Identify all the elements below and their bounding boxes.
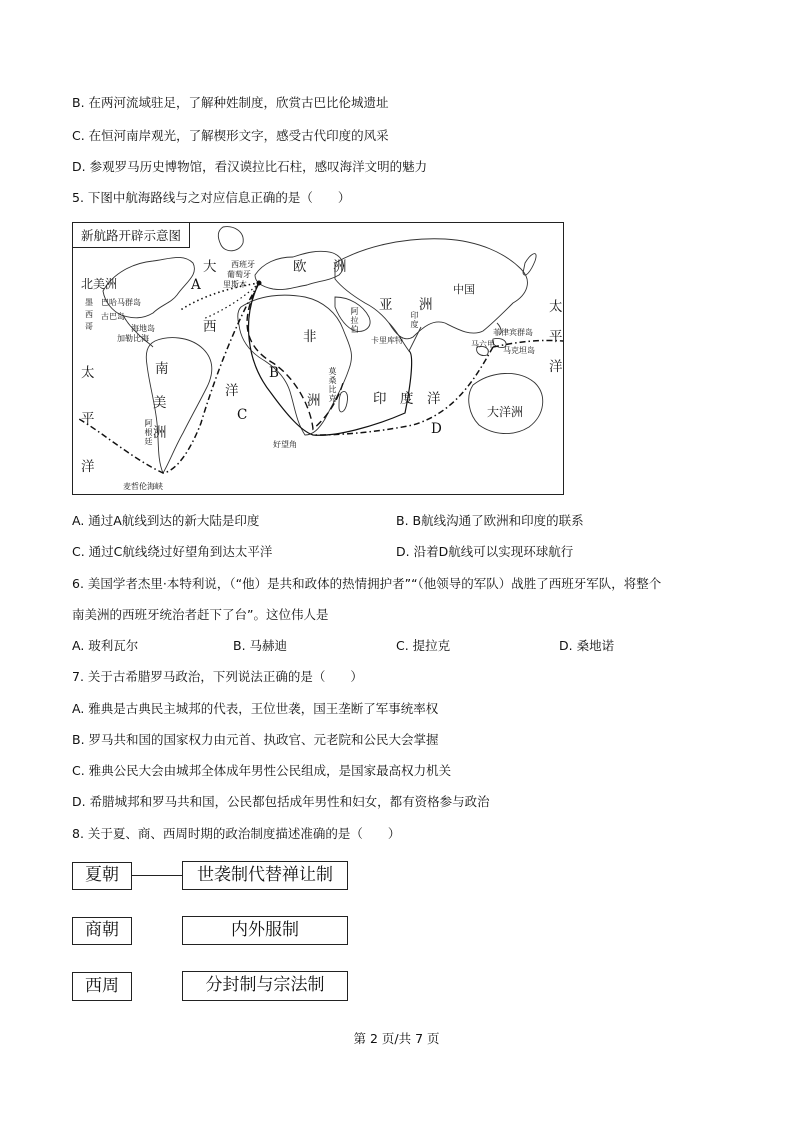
map-label-pacific-w-1: 太 [81, 365, 95, 381]
map-label-india: 印度 [410, 311, 419, 329]
map-label-north-america: 北美洲 [81, 277, 118, 291]
map-title: 新航路开辟示意图 [73, 223, 190, 248]
map-label-mexico-2: 西 [85, 310, 93, 319]
q5-stem: 5. 下图中航海路线与之对应信息正确的是（ ） [72, 190, 351, 205]
map-label-pacific-e-2: 平 [549, 329, 563, 345]
map-label-south-america-3: 洲 [153, 425, 167, 441]
map-label-south-america-2: 美 [153, 395, 167, 411]
map-label-mexico-3: 哥 [85, 322, 93, 331]
map-label-asia-1: 亚 [379, 297, 393, 313]
map-route-b: B [269, 365, 279, 381]
q5-option-a: A. 通过A航线到达的新大陆是印度 [72, 513, 260, 528]
map-label-portugal: 葡萄牙 [227, 270, 251, 279]
map-label-hispaniola: 海地岛 [131, 324, 155, 333]
map-route-a: A [191, 277, 201, 293]
map-label-ouzhou-2: 洲 [333, 259, 347, 275]
map-label-magellan-strait: 麦哲伦海峡 [123, 482, 163, 491]
map-label-south-america-1: 南 [155, 361, 169, 377]
map-label-atlantic-yang: 洋 [225, 383, 239, 399]
q7-option-d: D. 希腊城邦和罗马共和国，公民都包括成年男性和妇女，都有资格参与政治 [72, 794, 490, 809]
map-label-da: 大 [203, 259, 217, 275]
q4-option-d: D. 参观罗马历史博物馆，看汉谟拉比石柱，感叹海洋文明的魅力 [72, 159, 428, 174]
q7-option-b: B. 罗马共和国的国家权力由元首、执政官、元老院和公民大会掌握 [72, 732, 439, 747]
q6-option-a: A. 玻利瓦尔 [72, 638, 139, 653]
map-route-c: C [237, 407, 248, 423]
q8-system-western-zhou: 分封制与宗法制 [182, 971, 348, 1001]
map-label-pacific-w-3: 洋 [81, 459, 95, 475]
map-label-africa-zhou: 洲 [307, 393, 321, 409]
q8-dynasty-xia: 夏朝 [72, 862, 132, 890]
map-label-bahamas: 巴哈马群岛 [101, 298, 141, 307]
map-label-oceania: 大洋洲 [487, 405, 524, 419]
q6-option-d: D. 桑地诺 [559, 638, 615, 653]
map-label-pacific-e-1: 太 [549, 299, 563, 315]
map-label-mactan: 马克坦岛 [503, 346, 535, 355]
map-label-calicut: 卡里库特 [371, 336, 403, 345]
map-label-arabia: 阿拉伯 [350, 307, 359, 334]
map-label-cuba: 古巴岛 [101, 312, 125, 321]
q5-option-d: D. 沿着D航线可以实现环球航行 [396, 544, 574, 559]
q4-option-b: B. 在两河流域驻足，了解种姓制度，欣赏古巴比伦城遗址 [72, 95, 389, 110]
map-label-spain: 西班牙 [231, 260, 255, 269]
q8-stem: 8. 关于夏、商、西周时期的政治制度描述准确的是（ ） [72, 826, 401, 841]
map-label-asia-2: 洲 [419, 297, 433, 313]
q8-system-xia: 世袭制代替禅让制 [182, 861, 348, 890]
map-label-pacific-e-3: 洋 [549, 359, 563, 375]
q8-system-shang: 内外服制 [182, 916, 348, 945]
q6-stem-line-2: 南美洲的西班牙统治者赶下了台”。这位伟人是 [72, 607, 329, 622]
new-sea-route-map [72, 222, 564, 495]
map-label-malacca: 马六甲 [471, 340, 495, 349]
map-label-africa: 非 [303, 329, 317, 345]
q6-option-c: C. 提拉克 [396, 638, 451, 653]
map-label-mozambique: 莫桑比克 [328, 367, 337, 403]
map-label-lisbon: 里斯本 [223, 280, 247, 289]
map-label-atlantic-xi: 西 [203, 319, 217, 335]
q4-option-c: C. 在恒河南岸观光，了解楔形文字，感受古代印度的风采 [72, 128, 389, 143]
map-label-caribbean: 加勒比海 [117, 334, 149, 343]
map-route-d: D [431, 421, 442, 437]
page-footer: 第 2 页/共 7 页 [353, 1031, 440, 1046]
q5-option-c: C. 通过C航线绕过好望角到达太平洋 [72, 544, 273, 559]
map-label-argentina: 阿根廷 [144, 419, 153, 446]
map-label-indian-ocean: 印 度 洋 [373, 391, 441, 407]
map-graphic [73, 223, 564, 495]
map-label-china: 中国 [453, 283, 475, 296]
q8-dynasty-western-zhou: 西周 [72, 972, 132, 1001]
q6-option-b: B. 马赫迪 [233, 638, 288, 653]
map-label-ouzhou-1: 欧 [293, 259, 307, 275]
map-label-pacific-w-2: 平 [81, 411, 95, 427]
q8-dynasty-shang: 商朝 [72, 917, 132, 945]
q7-option-c: C. 雅典公民大会由城邦全体成年男性公民组成，是国家最高权力机关 [72, 763, 452, 778]
q7-stem: 7. 关于古希腊罗马政治，下列说法正确的是（ ） [72, 669, 363, 684]
map-label-philippines: 菲律宾群岛 [493, 328, 533, 337]
map-label-mexico-1: 墨 [85, 298, 93, 307]
q8-connector-line [132, 875, 182, 876]
q7-option-a: A. 雅典是古典民主城邦的代表，王位世袭，国王垄断了军事统率权 [72, 701, 439, 716]
q5-option-b: B. B航线沟通了欧洲和印度的联系 [396, 513, 584, 528]
q6-stem-line-1: 6. 美国学者杰里·本特利说，（“他）是共和政体的热情拥护者”“（他领导的军队）战胜了西班牙军队，将整个 [72, 576, 662, 591]
map-label-cape-good-hope: 好望角 [273, 440, 297, 449]
